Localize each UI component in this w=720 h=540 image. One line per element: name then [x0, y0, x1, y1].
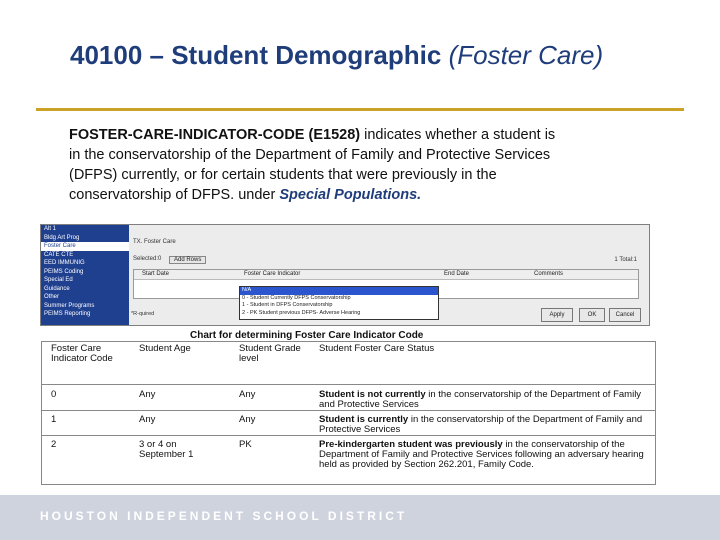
row1-grade: Any: [239, 414, 256, 425]
header-grade: Student Grade level: [239, 343, 301, 364]
col-foster-care-indicator[interactable]: Foster Care Indicator: [244, 271, 301, 277]
nav-item[interactable]: Guidance: [44, 285, 70, 292]
row2-age: 3 or 4 on September 1: [139, 439, 194, 460]
total-count: 1 Total:1: [614, 257, 637, 263]
nav-pane: [41, 225, 129, 325]
nav-item[interactable]: PEIMS Reporting: [44, 311, 91, 317]
row2-code: 2: [51, 439, 57, 450]
dropdown-option[interactable]: 2 - PK Student previous DFPS- Adverse Hearing: [242, 309, 361, 316]
nav-item[interactable]: Other: [44, 294, 60, 300]
selected-count: Selected:0: [133, 256, 162, 262]
nav-item[interactable]: Bldg Art Prog: [44, 234, 80, 241]
ok-button[interactable]: OK: [579, 308, 605, 322]
dropdown-option[interactable]: N/A: [240, 287, 438, 295]
row-divider: [42, 435, 655, 436]
work-area: [129, 225, 649, 325]
row1-status: [319, 415, 649, 435]
dropdown-option[interactable]: 0 - Student Currently DFPS Conservatorship: [242, 294, 351, 301]
row0-status-rest: in the conservatorship of the Department of Family and Protective Services: [319, 389, 642, 410]
row0-status: [319, 390, 649, 410]
header-status: Student Foster Care Status: [319, 343, 435, 354]
row2-status-rest: in the conservatorship of the Department of Family and Protective Services following an adversary hearing held as provided by Section 262.201, Family Code.: [319, 439, 644, 470]
nav-item[interactable]: Summer Programs: [44, 302, 95, 309]
nav-item[interactable]: EED IMMUNIG: [44, 260, 85, 266]
nav-item-selected[interactable]: Foster Care: [41, 242, 129, 251]
row0-status-bold: Student is not currently: [319, 389, 426, 400]
row0-code: 0: [51, 389, 57, 400]
chart-title: Chart for determining Foster Care Indicator Code: [190, 330, 424, 341]
add-rows-button[interactable]: Add Rows: [169, 256, 206, 264]
foster-care-dropdown[interactable]: [239, 286, 439, 320]
row0-age: Any: [139, 389, 156, 400]
description: [69, 125, 569, 205]
header-age: Student Age: [139, 343, 191, 354]
nav-item[interactable]: CATE CTE: [44, 251, 74, 258]
col-start-date[interactable]: Start Date: [142, 271, 170, 277]
row0-grade: Any: [239, 389, 256, 400]
row2-status-bold: Pre-kindergarten student was previously: [319, 439, 503, 450]
desc-bold: FOSTER-CARE-INDICATOR-CODE (E1528): [69, 127, 361, 143]
tab-title[interactable]: TX. Foster Care: [133, 239, 176, 245]
title-main: 40100 – Student Demographic: [70, 40, 442, 70]
header-code: Foster Care Indicator Code: [51, 343, 113, 364]
footer-text: HOUSTON INDEPENDENT SCHOOL DISTRICT: [40, 509, 408, 523]
nav-item[interactable]: PEIMS Coding: [44, 268, 84, 275]
desc-highlight: Special Populations.: [279, 187, 422, 203]
row1-code: 1: [51, 414, 57, 425]
apply-button[interactable]: Apply: [541, 308, 573, 322]
dropdown-option[interactable]: 1 - Student in DFPS Conservatorship: [242, 302, 333, 308]
footer-bar: [0, 495, 720, 540]
title-sub: (Foster Care): [448, 40, 604, 70]
row1-status-rest: in the conservatorship of the Department of Family and Protective Services: [319, 414, 643, 435]
app-screenshot: [40, 224, 650, 326]
row1-age: Any: [139, 414, 156, 425]
nav-item[interactable]: Special Ed: [44, 277, 73, 283]
row2-status: [319, 440, 649, 470]
slide-title: [70, 40, 603, 71]
row1-status-bold: Student is currently: [319, 414, 409, 425]
desc-text: indicates whether a student is in the conservatorship of the Department of Family and Protective Services (DFPS) currently, or for certain students that were previously in the conservatorship of DFPS. under: [69, 127, 556, 203]
title-underline: [36, 108, 684, 111]
row2-grade: PK: [239, 439, 252, 450]
row-divider: [42, 384, 655, 385]
col-comments[interactable]: Comments: [534, 271, 564, 277]
row-divider: [42, 410, 655, 411]
cancel-button[interactable]: Cancel: [609, 308, 641, 322]
col-end-date[interactable]: End Date: [444, 271, 470, 277]
indicator-table: [41, 341, 656, 485]
nav-item[interactable]: Alt 1: [44, 226, 57, 232]
required-note: *R-quired: [131, 311, 155, 317]
